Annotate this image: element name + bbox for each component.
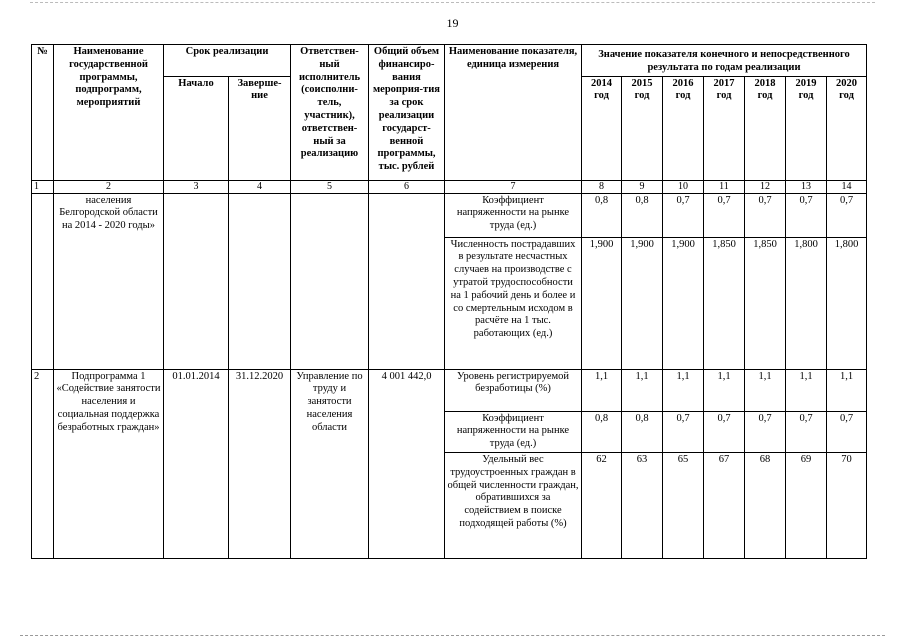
colnum-6: 6 <box>369 180 445 193</box>
block1-end <box>229 193 291 369</box>
indicator-name: Численность пострадавших в результате несчастных случаев на производстве с утратой трудоспособности на 1 рабочий день и более и со смертельным исходом в расчёте на 1 тыс. работающих (ед.) <box>445 237 582 369</box>
indicator-value: 63 <box>622 452 663 558</box>
indicator-value: 1,1 <box>582 369 622 411</box>
header-year-2014: 2014 год <box>582 76 622 180</box>
block2-executor: Управление по труду и занятости населения области <box>291 369 369 558</box>
indicator-value: 1,850 <box>704 237 745 369</box>
block2-funding: 4 001 442,0 <box>369 369 445 558</box>
indicator-value: 0,8 <box>582 193 622 237</box>
bottom-scan-line <box>20 635 885 636</box>
indicator-value: 0,7 <box>786 411 827 452</box>
block1-name: населения Белгородской области на 2014 - 2020 годы» <box>54 193 164 369</box>
colnum-10: 10 <box>663 180 704 193</box>
colnum-14: 14 <box>827 180 867 193</box>
indicator-value: 0,7 <box>827 411 867 452</box>
colnum-13: 13 <box>786 180 827 193</box>
indicator-value: 67 <box>704 452 745 558</box>
indicator-name: Уровень регистрируемой безработицы (%) <box>445 369 582 411</box>
indicator-value: 0,7 <box>663 411 704 452</box>
table-row <box>32 369 867 411</box>
indicator-value: 1,850 <box>745 237 786 369</box>
block1-start <box>164 193 229 369</box>
colnum-1: 1 <box>32 180 54 193</box>
colnum-8: 8 <box>582 180 622 193</box>
table-row <box>32 193 867 237</box>
indicator-value: 1,1 <box>663 369 704 411</box>
header-row-1 <box>32 45 867 77</box>
indicator-value: 0,7 <box>745 193 786 237</box>
header-program-name: Наименование государственной программы, подпрограмм, мероприятий <box>54 45 164 181</box>
colnum-9: 9 <box>622 180 663 193</box>
indicator-value: 0,7 <box>745 411 786 452</box>
block2-num: 2 <box>32 369 54 558</box>
indicator-value: 0,8 <box>582 411 622 452</box>
header-executor: Ответствен-ный исполнитель (соисполни-тель, участник), ответствен-ный за реализацию <box>291 45 369 181</box>
indicator-value: 62 <box>582 452 622 558</box>
header-years-group: Значение показателя конечного и непосредственного результата по годам реализации <box>582 45 867 77</box>
top-scan-line <box>30 2 875 3</box>
colnum-5: 5 <box>291 180 369 193</box>
program-table <box>31 44 867 559</box>
header-year-2015: 2015 год <box>622 76 663 180</box>
header-end: Заверше-ние <box>229 76 291 180</box>
indicator-value: 1,1 <box>622 369 663 411</box>
header-num: № <box>32 45 54 181</box>
indicator-value: 1,900 <box>582 237 622 369</box>
indicator-value: 0,7 <box>786 193 827 237</box>
colnum-2: 2 <box>54 180 164 193</box>
header-indicator: Наименование показателя, единица измерения <box>445 45 582 181</box>
block1-num <box>32 193 54 369</box>
indicator-value: 0,7 <box>827 193 867 237</box>
indicator-value: 0,8 <box>622 193 663 237</box>
page-number: 19 <box>446 16 459 30</box>
block2-end: 31.12.2020 <box>229 369 291 558</box>
header-funding: Общий объем финансиро-вания мероприя-тия за срок реализации государст-венной программы, тыс. рублей <box>369 45 445 181</box>
header-start: Начало <box>164 76 229 180</box>
indicator-value: 0,8 <box>622 411 663 452</box>
indicator-value: 65 <box>663 452 704 558</box>
indicator-value: 1,1 <box>745 369 786 411</box>
indicator-name: Коэффициент напряженности на рынке труда (ед.) <box>445 193 582 237</box>
block2-name: Подпрограмма 1 «Содействие занятости населения и социальная поддержка безработных граждан» <box>54 369 164 558</box>
colnum-4: 4 <box>229 180 291 193</box>
indicator-value: 0,7 <box>663 193 704 237</box>
indicator-value: 1,1 <box>704 369 745 411</box>
indicator-value: 1,800 <box>786 237 827 369</box>
header-year-2018: 2018 год <box>745 76 786 180</box>
indicator-value: 1,900 <box>622 237 663 369</box>
indicator-name: Коэффициент напряженности на рынке труда (ед.) <box>445 411 582 452</box>
indicator-value: 1,1 <box>786 369 827 411</box>
indicator-value: 69 <box>786 452 827 558</box>
header-year-2019: 2019 год <box>786 76 827 180</box>
colnum-7: 7 <box>445 180 582 193</box>
indicator-value: 0,7 <box>704 193 745 237</box>
indicator-value: 68 <box>745 452 786 558</box>
indicator-value: 0,7 <box>704 411 745 452</box>
block1-executor <box>291 193 369 369</box>
block2-start: 01.01.2014 <box>164 369 229 558</box>
colnum-3: 3 <box>164 180 229 193</box>
indicator-name: Удельный вес трудоустроенных граждан в общей численности граждан, обратившихся за содействием в поиске подходящей работы (%) <box>445 452 582 558</box>
colnum-11: 11 <box>704 180 745 193</box>
indicator-value: 1,900 <box>663 237 704 369</box>
indicator-value: 70 <box>827 452 867 558</box>
colnum-12: 12 <box>745 180 786 193</box>
block1-funding <box>369 193 445 369</box>
header-year-2017: 2017 год <box>704 76 745 180</box>
header-year-2020: 2020 год <box>827 76 867 180</box>
indicator-value: 1,800 <box>827 237 867 369</box>
header-year-2016: 2016 год <box>663 76 704 180</box>
column-numbers-row <box>32 180 867 193</box>
header-term-group: Срок реализации <box>164 45 291 77</box>
indicator-value: 1,1 <box>827 369 867 411</box>
